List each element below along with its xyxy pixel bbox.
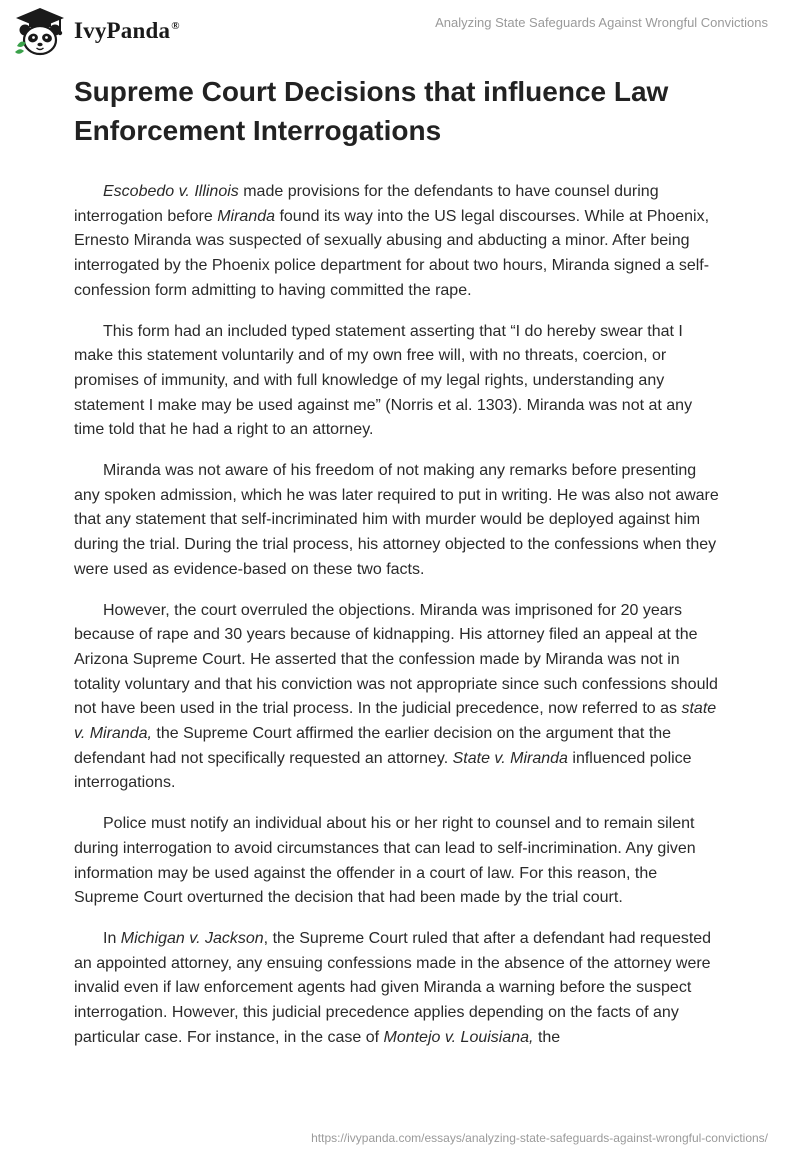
paragraph-list [74, 180, 724, 1051]
case-name: State v. Miranda [452, 749, 568, 767]
case-name: Miranda [217, 207, 276, 225]
case-name: Montejo v. Louisiana, [383, 1028, 534, 1046]
paragraph [74, 459, 724, 583]
case-name: Michigan v. Jackson [120, 929, 264, 947]
text-run: However, the court overruled the objections. Miranda was imprisoned for 20 years because of rape and 30 years because of kidnapping. His attorney filed an appeal at the Arizona Supreme Court. He asserted that the confession made by Miranda was not in totality voluntary and that his conviction was not appropriate since such confessions should not have been used in the trial process. In the judicial precedence, now referred to as [74, 601, 718, 718]
text-run: the [533, 1028, 561, 1046]
text-run: made provisions for the defendants to have counsel during interrogation before [74, 183, 659, 225]
text-run: In [103, 929, 121, 947]
text-run: the Supreme Court affirmed the earlier decision on the argument that the defendant had not specifically requested an attorney. [74, 725, 672, 767]
text-run: This form had an included typed statement asserting that “I do hereby swear that I make this statement voluntarily and of my own free will, with no threats, coercion, or promises of immunity, and with full knowledge of my legal rights, understanding any statement I make may be used against me” (Norris et al. 1303). Miranda was not at any time told that he had a right to an attorney. [74, 322, 693, 439]
paragraph [74, 927, 724, 1051]
page-title: Supreme Court Decisions that influence Law Enforcement Interrogations [74, 76, 669, 146]
text-run: , the Supreme Court ruled that after a defendant had requested an appointed attorney, any ensuing confessions made in the absence of the attorney were invalid even if law enforcement agents had given Miranda a warning before the suspect interrogation. However, this judicial precedence applies depending on the facts of any particular case. For instance, in the case of [74, 929, 712, 1046]
source-url[interactable]: https://ivypanda.com/essays/analyzing-state-safeguards-against-wrongful-convictions/ [311, 1131, 768, 1145]
ivypanda-logo[interactable] [12, 6, 180, 56]
text-run: Police must notify an individual about his or her right to counsel and to remain silent during interrogation to avoid circumstances that can lead to self-incrimination. Any given information may be used against the offender in a court of law. For this reason, the Supreme Court overturned the decision that had been made by the trial court. [74, 815, 696, 907]
paragraph [74, 812, 724, 911]
document-title: Analyzing State Safeguards Against Wrongful Convictions [435, 15, 768, 30]
page-header [0, 0, 800, 60]
paragraph [74, 320, 724, 444]
panda-graduation-cap-icon [12, 6, 68, 56]
paragraph [74, 180, 724, 304]
brand-name: IvyPanda® [74, 18, 180, 43]
text-run: found its way into the US legal discourses. While at Phoenix, Ernesto Miranda was suspected of sexually abusing and abducting a minor. After being interrogated by the Phoenix police department for about two hours, Miranda signed a self-confession form admitting to having committed the rape. [74, 207, 710, 299]
text-run: Miranda was not aware of his freedom of not making any remarks before presenting any spoken admission, which he was later required to put in writing. He was also not aware that any statement that self-incriminated him with murder would be deployed against him during the trial. During the trial process, his attorney objected to the confessions when they were used as evidence-based on these two facts. [74, 462, 719, 578]
case-name: Escobedo v. Illinois [103, 183, 239, 200]
case-name: state v. Miranda, [74, 700, 717, 743]
paragraph [74, 599, 724, 797]
text-run: influenced police interrogations. [74, 749, 692, 792]
article-body [74, 72, 724, 1067]
